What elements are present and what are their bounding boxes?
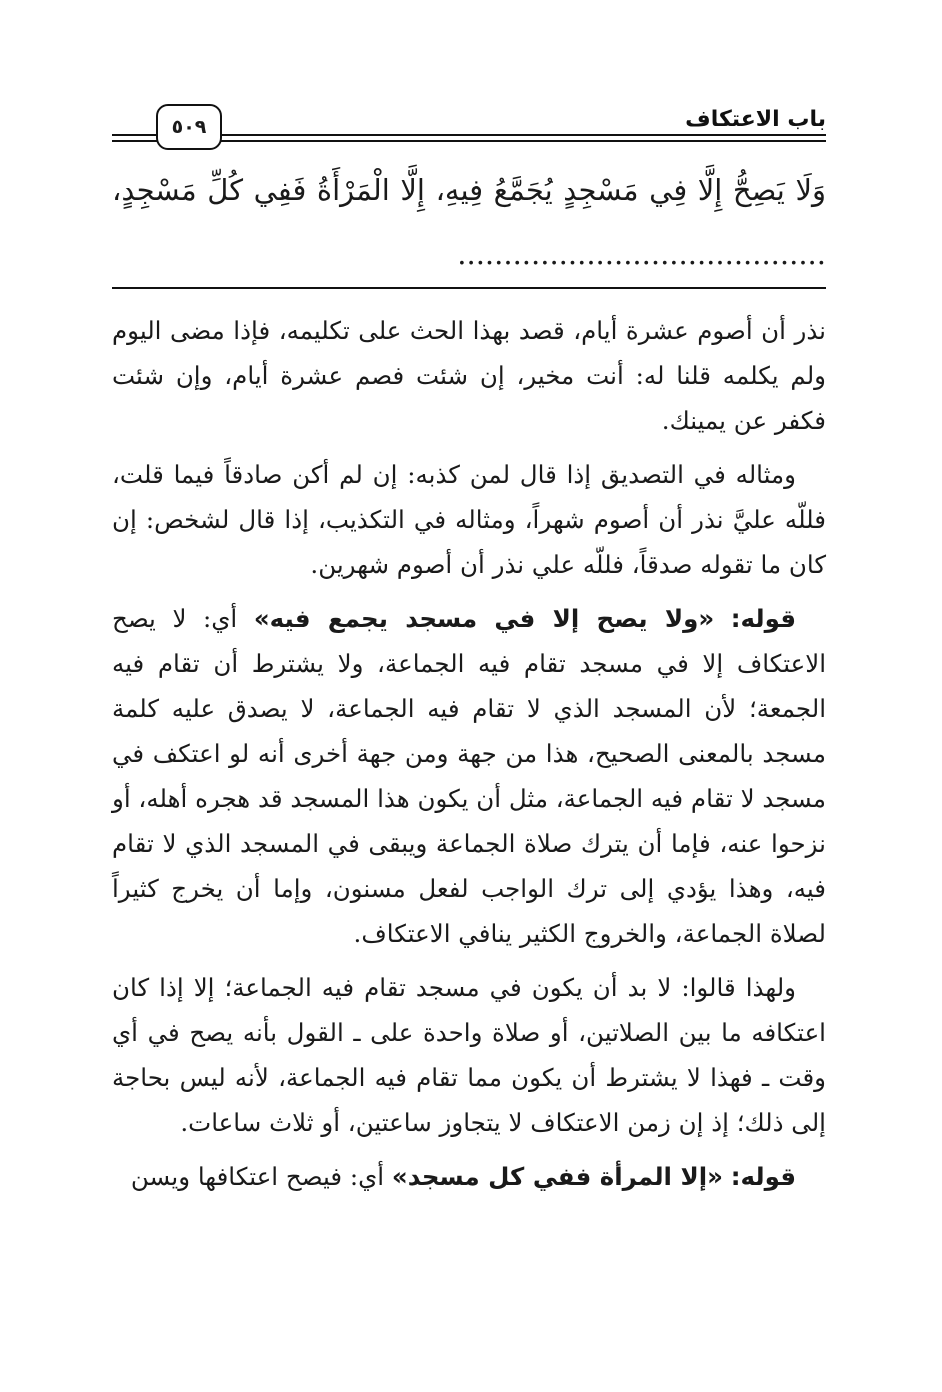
matn-text xyxy=(112,158,826,286)
chapter-title: باب الاعتكاف xyxy=(685,107,826,132)
matn-quote: «ولا يصح إلا في مسجد يجمع فيه» xyxy=(253,604,715,633)
paragraph xyxy=(112,1154,826,1199)
paragraph: ولهذا قالوا: لا بد أن يكون في مسجد تقام فيه الجماعة؛ إلا إذا كان اعتكافه ما بين الصلاتين، أو صلاة واحدة على ـ القول بأنه يصح في أي وقت ـ فهذا لا يشترط أن يكون مما تقام فيه الجماعة، لأنه ليس بحاجة إلى ذلك؛ إذ إن زمن الاعتكاف لا يتجاوز ساعتين، أو ثلاث ساعات. xyxy=(112,973,826,1137)
page-header xyxy=(112,104,826,150)
qawluhu-label: قوله: xyxy=(730,1162,796,1191)
paragraph xyxy=(112,596,826,956)
commentary xyxy=(112,308,826,1208)
matn-quote: «إلا المرأة ففي كل مسجد» xyxy=(391,1162,723,1191)
matn-sentence: وَلَا يَصِحُّ إِلَّا فِي مَسْجِدٍ يُجَمَّعُ فِيهِ، إِلَّا الْمَرْأَةُ فَفِي كُلِّ مَسْجِدٍ، xyxy=(112,173,826,207)
qawluhu-label: قوله: xyxy=(730,604,796,633)
paragraph-text: أي: لا يصح الاعتكاف إلا في مسجد تقام فيه الجماعة، ولا يشترط أن تقام فيه الجمعة؛ لأن المسجد الذي لا تقام فيه الجماعة، لا يصدق عليه كلمة مسجد بالمعنى الصحيح، هذا من جهة ومن جهة أخرى أنه لو اعتكف في مسجد لا تقام فيه الجماعة، مثل أن يكون هذا المسجد قد هجره أهله، أو نزحوا عنه، فإما أن يترك صلاة الجماعة ويبقى في المسجد الذي لا تقام فيه، وهذا يؤدي إلى ترك الواجب لفعل مسنون، وإما أن يخرج كثيراً لصلاة الجماعة، والخروج الكثير ينافي الاعتكاف. xyxy=(112,604,826,948)
paragraph: ومثاله في التصديق إذا قال لمن كذبه: إن لم أكن صادقاً فيما قلت، فللّه عليَّ نذر أن أصوم شهراً، ومثاله في التكذيب، إذا قال لشخص: إن كان ما تقوله صدقاً، فللّه علي نذر أن أصوم شهرين. xyxy=(112,460,826,579)
page-number: ٥٠٩ xyxy=(156,104,222,150)
matn-dots: ........................................ xyxy=(457,237,826,271)
paragraph-text: أي: فيصح اعتكافها ويسن xyxy=(130,1162,385,1191)
matn-separator xyxy=(112,287,826,289)
paragraph: نذر أن أصوم عشرة أيام، قصد بهذا الحث على تكليمه، فإذا مضى اليوم ولم يكلمه قلنا له: أنت مخير، إن شئت فصم عشرة أيام، وإن شئت فكفر عن يمينك. xyxy=(112,316,826,435)
